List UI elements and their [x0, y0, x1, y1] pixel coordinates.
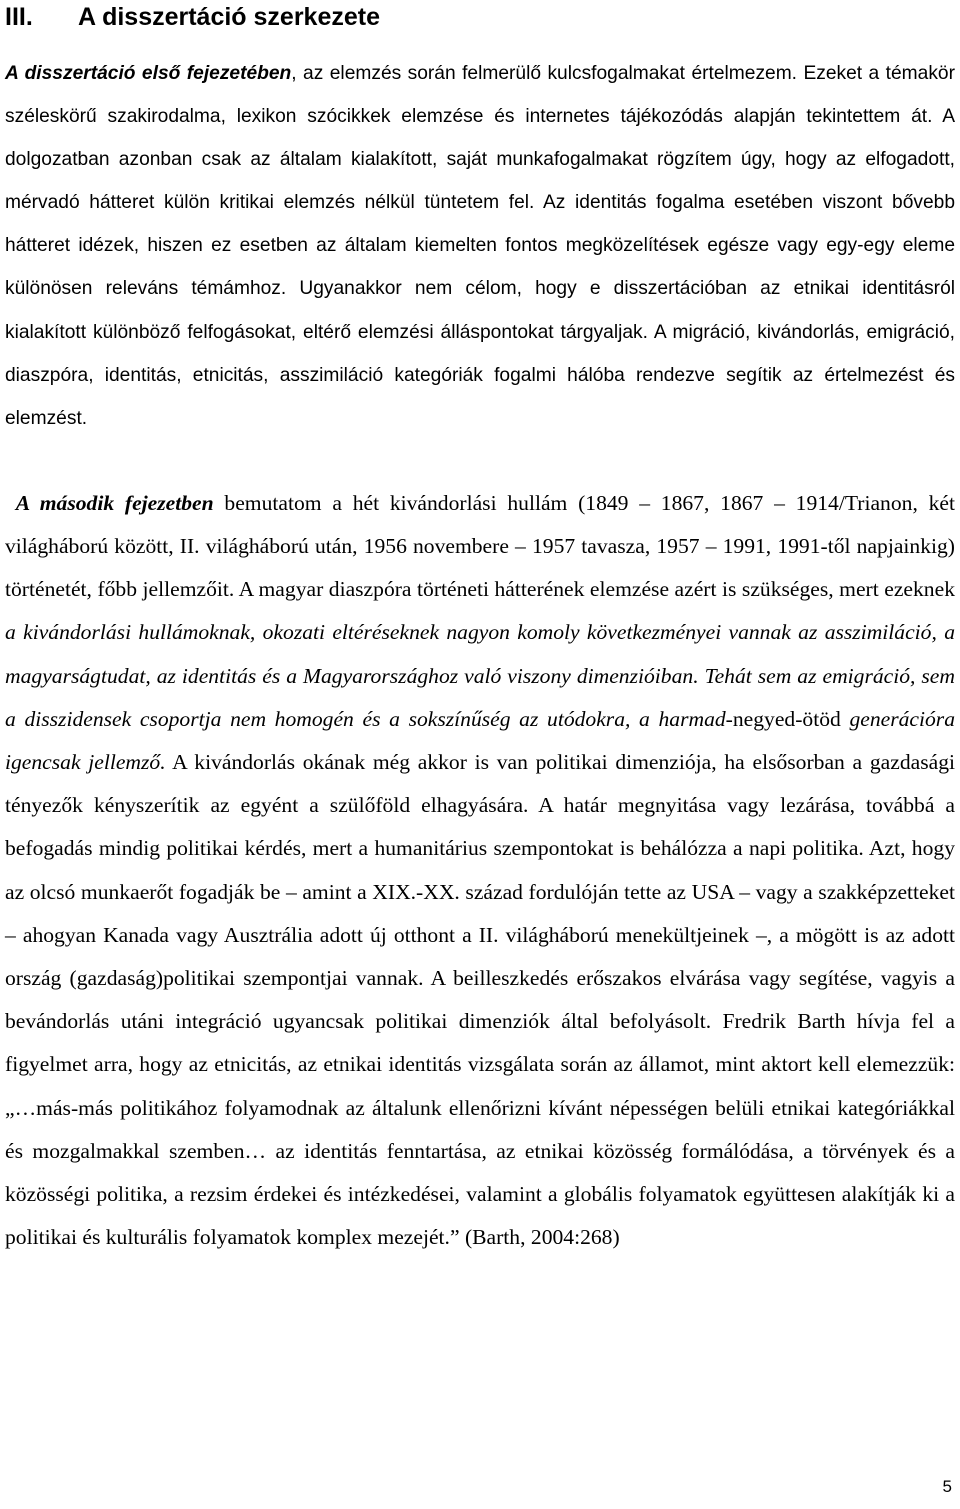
italic-passage: a kivándorlási hullámoknak, okozati eltéréseknek nagyon komoly következményei vannak az asszimiláció, a magyarságtudat, az identitás és a Magyarországhoz való viszony dimenzióiban. Tehát sem az emigráció, sem a disszidensek csoportja nem homogén és a sokszínűség az utódokra, a harmad	[5, 620, 955, 731]
page-number: 5	[942, 1477, 952, 1496]
section-heading	[5, 0, 955, 34]
paragraph-body: -negyed-ötöd	[725, 706, 850, 731]
document-page	[5, 0, 955, 1260]
section-number: III.	[5, 3, 33, 31]
paragraph-emphasis: A disszertáció első fejezetében	[5, 63, 292, 84]
section-title: A disszertáció szerkezete	[78, 3, 381, 31]
paragraph-body: A kivándorlás okának még akkor is van politikai dimenziója, ha elsősorban a gazdasági tényezők kényszerítik az egyént a szülőföld elhagyására. A határ megnyitása vagy lezárása, továbbá a befogadás mindig politikai kérdés, mert a humanitárius szempontokat is behálózza a napi politika. Azt, hogy az olcsó munkaerőt fogadják be – amint a XIX.-XX. század fordulóján tette az USA – vagy a szakképzetteket – ahogyan Kanada vagy Ausztrália adott új otthont a II. világháború menekültjeinek –, a mögött is az adott ország (gazdaság)politikai szempontjai vannak. A beilleszkedés erőszakos elvárása vagy segítése, vagyis a bevándorlás utáni integráció ugyancsak politikai dimenziók által befolyásolt. Fredrik Barth hívja fel a figyelmet arra, hogy az etnicitás, az etnikai identitás vizsgálata során az államot, mint aktort kell elemezzük: „…más-más politikához folyamodnak az általunk ellenőrizni kívánt népességen belüli etnikai kategóriákkal és mozgalmakkal szemben… az identitás fenntartása, az etnikai közösség formálódása, a törvények és a közösségi politika, a rezsim érdekei és intézkedései, valamint a globális folyamatok együttesen alakítják ki a politikai és kulturális folyamatok komplex mezejét.” (Barth, 2004:268)	[5, 750, 955, 1250]
paragraph-body: , az elemzés során felmerülő kulcsfogalmakat értelmezem. Ezeket a témakör széleskörű szakirodalma, lexikon szócikkek elemzése és internetes tájékozódás alapján tekintettem át. A dolgozatban azonban csak az általam kialakított, saját munkafogalmakat rögzítem úgy, hogy az elfogadott, mérvadó hátteret külön kritikai elemzés nélkül tüntetem fel. Az identitás fogalma esetében viszont bővebb hátteret idézek, hiszen ez esetben az általam kiemelten fontos megközelítések egésze vagy egy-egy eleme különösen releváns témámhoz. Ugyanakkor nem célom, hogy e disszertációban az etnikai identitásról kialakított különböző felfogásokat, eltérő elemzési álláspontokat tárgyaljak. A migráció, kivándorlás, emigráció, diaszpóra, identitás, etnicitás, asszimiláció kategóriák fogalmi hálóba rendezve segítik az értelmezést és elemzést.	[5, 63, 955, 429]
italic-passage: generációra igencsak jellemző.	[5, 706, 955, 775]
paragraph-chapter-one	[5, 52, 955, 440]
paragraph-emphasis: A második fejezetben	[15, 490, 214, 515]
paragraph-chapter-two	[5, 482, 955, 1260]
paragraph-body: bemutatom a hét kivándorlási hullám (1849 – 1867, 1867 – 1914/Trianon, két világháború között, II. világháború után, 1956 novembere – 1957 tavasza, 1957 – 1991, 1991-től napjainkig) történetét, főbb jellemzőit. A magyar diaszpóra történeti hátterének elemzése azért is szükséges, mert ezeknek	[5, 490, 955, 602]
